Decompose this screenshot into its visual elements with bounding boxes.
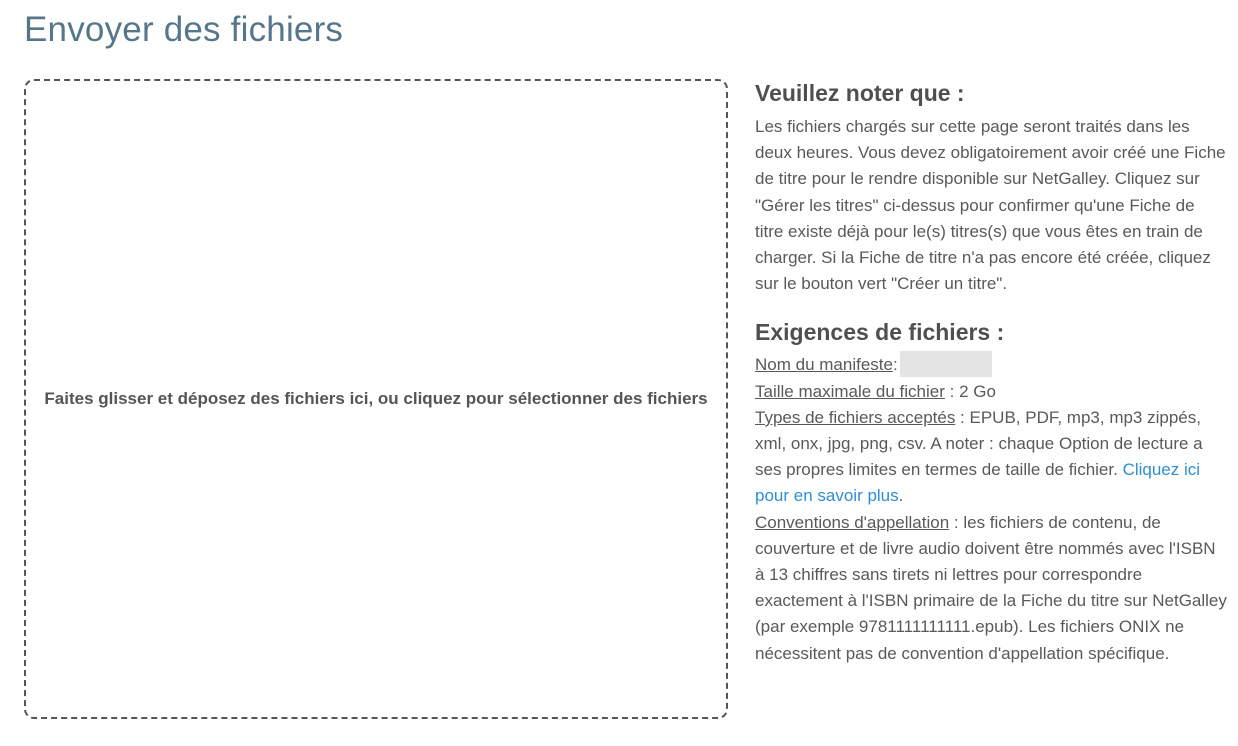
learn-more-link[interactable]: Cliquez ici pour en savoir plus [755, 460, 1201, 506]
manifest-requirement [755, 351, 1227, 378]
manifest-value-redacted [900, 351, 992, 377]
manifest-separator: : [892, 355, 898, 375]
types-value: : EPUB, PDF, mp3, mp3 zippés, xml, onx, jpg, png, csv. A noter : chaque Option de lecture a ses propres limites en termes de taille de fichier. [755, 407, 1203, 480]
notes-heading: Veuillez noter que : [755, 80, 965, 106]
naming-value: : les fichiers de contenu, de couverture et de livre audio doivent être nommés avec l'ISBN à 13 chiffres sans tirets ni lettres pour correspondre exactement à l'ISBN primaire de la Fiche du titre sur NetGalley (par exemple 9781111111111.epub). Les fichiers ONIX ne nécessitent pas de convention d'appellation spécifique. [755, 512, 1227, 663]
max-size-label: Taille maximale du fichier [755, 381, 945, 401]
naming-requirement [755, 510, 1227, 667]
max-size-requirement [755, 379, 1227, 405]
notes-text: Les fichiers chargés sur cette page seront traités dans les deux heures. Vous devez obligatoirement avoir créé une Fiche de titre pour le rendre disponible sur NetGalley. Cliquez sur "Gérer les titres" ci-dessus pour confirmer qu'une Fiche de titre existe déjà pour le(s) titres(s) que vous êtes en train de charger. Si la Fiche de titre n'a pas encore été créée, cliquez sur le bouton vert "Créer un titre". [755, 117, 1226, 294]
file-dropzone[interactable] [24, 79, 728, 719]
dropzone-label: Faites glisser et déposez des fichiers ici, ou cliquez pour sélectionner des fichiers [44, 389, 708, 408]
requirements-list [755, 351, 1227, 666]
page-title: Envoyer des fichiers [24, 10, 344, 49]
manifest-label: Nom du manifeste [755, 355, 893, 375]
max-size-value: : 2 Go [944, 381, 996, 401]
types-end: . [898, 486, 904, 506]
types-label: Types de fichiers acceptés [755, 407, 956, 427]
types-requirement [755, 405, 1227, 510]
naming-label: Conventions d'appellation [755, 512, 950, 532]
requirements-heading: Exigences de fichiers : [755, 319, 1005, 346]
notes-panel [755, 78, 1227, 667]
